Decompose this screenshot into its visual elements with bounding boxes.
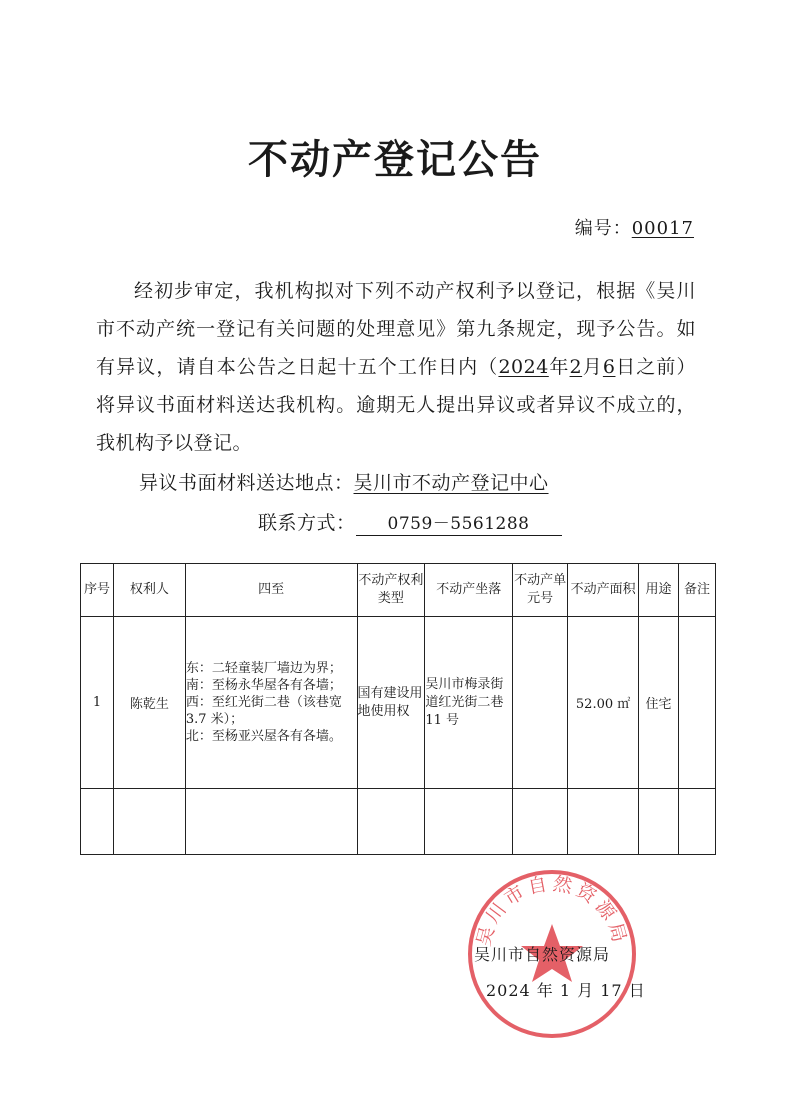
serial-label: 编号： [574,218,632,239]
address-value: 吴川市不动产登记中心 [353,472,549,494]
header-usage: 用途 [639,564,679,617]
serial-number [575,214,694,240]
address-label: 异议书面材料送达地点： [139,472,354,494]
cell-right-type: 国有建设用地使用权 [357,617,425,789]
page-title: 不动产登记公告 [248,136,542,183]
registration-table [80,563,716,855]
serial-value: 00017 [631,218,694,239]
cell-remarks [678,617,715,789]
seal-ring-text: 吴川市自然资源局 [472,872,632,949]
cell-holder: 陈乾生 [113,617,185,789]
header-right-type: 不动产权利类型 [357,564,425,617]
cell-seq: 1 [81,617,114,789]
table-header-row [81,564,716,617]
header-seq: 序号 [81,564,114,617]
cell-location: 吴川市梅录街道红光街二巷 11 号 [425,617,513,789]
year-unit: 年 [548,356,570,378]
contact-label: 联系方式： [258,512,356,534]
objection-address [139,468,549,495]
issue-date: 2024 年 1 月 17 日 [486,981,646,1000]
header-location: 不动产坐落 [425,564,513,617]
table-row [81,617,716,789]
header-holder: 权利人 [113,564,185,617]
notice-paragraph [96,272,696,462]
cell-unit-no [513,617,568,789]
header-remarks: 备注 [678,564,715,617]
notice-text-b: 日之前）将异议书面材料送达我机构。逾期无人提出异议或者异议不成立的，我机构予以登记。 [96,356,696,454]
cell-boundaries [185,617,357,789]
notice-text-a: 经初步审定，我机构拟对下列不动产权利予以登记，根据《吴川市不动产统一登记有关问题的处理意见》第九条规定，现予公告。如有异议，请自本公告之日起十五个工作日内（ [96,280,696,378]
month-unit: 月 [582,356,603,378]
boundary-east: 东：二轻童装厂墙边为界； [185,661,342,676]
header-area: 不动产面积 [568,564,639,617]
boundary-north: 北：至杨亚兴屋各有各墙。 [185,729,342,744]
table-row-empty [81,789,716,855]
cell-usage: 住宅 [639,617,679,789]
contact-phone: 0759－5561288 [356,513,562,536]
notice-body [96,272,696,462]
cell-area: 52.00 ㎡ [568,617,639,789]
boundary-west: 西：至红光街二巷（该巷宽 3.7 米）； [185,695,342,727]
deadline-year: 2024 [498,356,549,378]
header-boundaries: 四至 [185,564,357,617]
deadline-month: 2 [569,356,583,378]
issuer-name: 吴川市自然资源局 [474,945,611,964]
deadline-day: 6 [602,356,616,378]
header-unit-no: 不动产单元号 [513,564,568,617]
contact-info [258,508,562,536]
boundary-south: 南：至杨永华屋各有各墙； [185,678,342,693]
